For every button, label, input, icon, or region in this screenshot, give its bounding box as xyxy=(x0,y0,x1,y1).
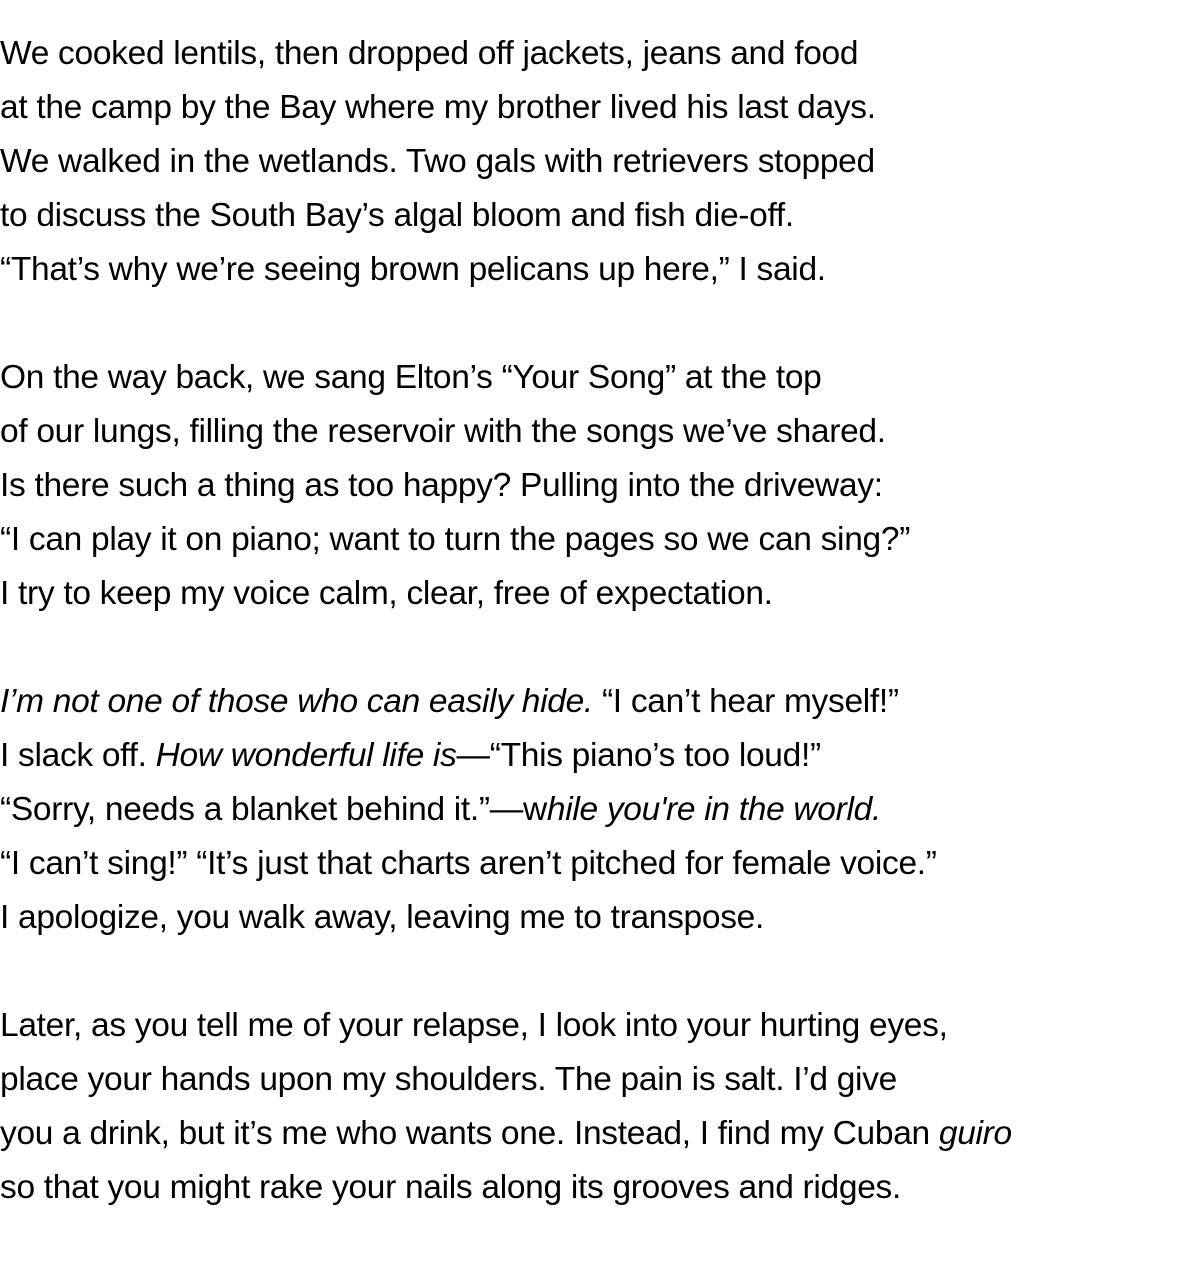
line-text: of our lungs, filling the reservoir with the songs we’ve shared. xyxy=(0,413,886,450)
stanza xyxy=(0,351,1193,621)
italic-text: hile you're in the world. xyxy=(546,791,881,828)
line-text: “I can play it on piano; want to turn the pages so we can sing?” xyxy=(0,521,911,558)
stanza xyxy=(0,999,1193,1215)
poem-line xyxy=(0,513,1193,567)
poem-line xyxy=(0,837,1193,891)
line-text: Is there such a thing as too happy? Pulling into the driveway: xyxy=(0,467,883,504)
poem-line xyxy=(0,891,1193,945)
line-text: Later, as you tell me of your relapse, I look into your hurting eyes, xyxy=(0,1007,948,1044)
line-text: you a drink, but it’s me who wants one. Instead, I find my Cuban xyxy=(0,1115,939,1152)
line-text: so that you might rake your nails along its grooves and ridges. xyxy=(0,1169,901,1206)
poem-line xyxy=(0,135,1193,189)
poem-line xyxy=(0,243,1193,297)
line-text: We cooked lentils, then dropped off jackets, jeans and food xyxy=(0,35,859,72)
poem-line xyxy=(0,1161,1193,1215)
poem-line xyxy=(0,405,1193,459)
poem-line xyxy=(0,351,1193,405)
poem-line xyxy=(0,27,1193,81)
italic-text: I’m not one of those who can easily hide. xyxy=(0,683,593,720)
stanza xyxy=(0,27,1193,297)
line-text: I slack off. xyxy=(0,737,156,774)
line-text: I try to keep my voice calm, clear, free of expectation. xyxy=(0,575,773,612)
poem-body xyxy=(0,27,1193,1269)
poem-line xyxy=(0,189,1193,243)
poem-line xyxy=(0,1053,1193,1107)
line-text: On the way back, we sang Elton’s “Your Song” at the top xyxy=(0,359,822,396)
italic-text: guiro xyxy=(938,1115,1012,1152)
poem-line xyxy=(0,783,1193,837)
poem-line xyxy=(0,729,1193,783)
line-text: “That’s why we’re seeing brown pelicans up here,” I said. xyxy=(0,251,826,288)
line-text: —“This piano’s too loud!” xyxy=(456,737,821,774)
poem-line xyxy=(0,567,1193,621)
line-text: “I can’t hear myself!” xyxy=(592,683,899,720)
poem-line xyxy=(0,1107,1193,1161)
stanza xyxy=(0,675,1193,945)
poem-line xyxy=(0,459,1193,513)
poem-line xyxy=(0,675,1193,729)
italic-text: How wonderful life is xyxy=(155,737,457,774)
line-text: “I can’t sing!” “It’s just that charts aren’t pitched for female voice.” xyxy=(0,845,937,882)
line-text: I apologize, you walk away, leaving me to transpose. xyxy=(0,899,765,936)
line-text: “Sorry, needs a blanket behind it.”—w xyxy=(0,791,547,828)
line-text: We walked in the wetlands. Two gals with retrievers stopped xyxy=(0,143,875,180)
poem-line xyxy=(0,81,1193,135)
line-text: at the camp by the Bay where my brother lived his last days. xyxy=(0,89,876,126)
line-text: place your hands upon my shoulders. The pain is salt. I’d give xyxy=(0,1061,897,1098)
poem-line xyxy=(0,999,1193,1053)
line-text: to discuss the South Bay’s algal bloom and fish die-off. xyxy=(0,197,794,234)
